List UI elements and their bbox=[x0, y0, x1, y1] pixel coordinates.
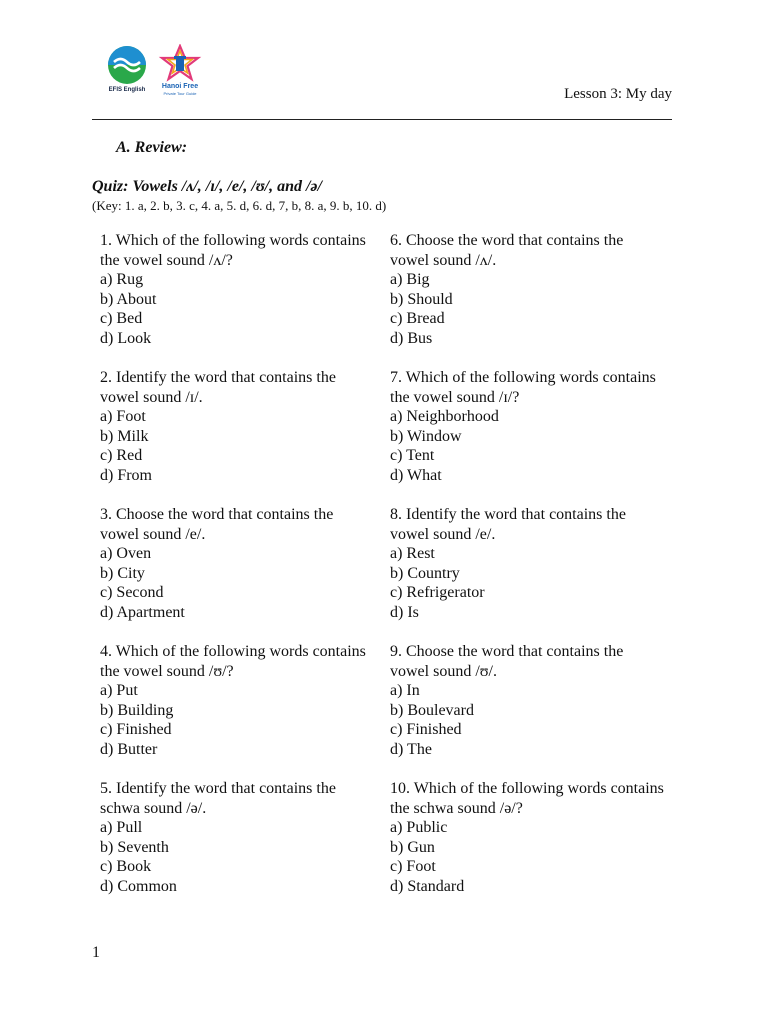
option-c: c) Foot bbox=[390, 858, 436, 876]
option-b: b) City bbox=[100, 564, 145, 582]
option-c: c) Refrigerator bbox=[390, 584, 485, 602]
question-text: 3. Choose the word that contains the vowel sound /e/. bbox=[100, 506, 334, 543]
question-text: 6. Choose the word that contains the vowel sound /ʌ/. bbox=[390, 232, 624, 269]
lesson-title: Lesson 3: My day bbox=[564, 86, 672, 102]
option-b: b) Country bbox=[390, 564, 460, 582]
option-c: c) Red bbox=[100, 447, 143, 465]
option-b: b) Building bbox=[100, 701, 174, 719]
option-a: a) Rug bbox=[100, 271, 144, 289]
question-2 bbox=[100, 368, 376, 486]
option-c: c) Bed bbox=[100, 310, 143, 328]
header-logos bbox=[104, 44, 204, 100]
question-text: 5. Identify the word that contains the schwa sound /ə/. bbox=[100, 780, 336, 817]
page-number: 1 bbox=[92, 944, 100, 961]
question-10 bbox=[390, 779, 666, 897]
hanoi-logo-text: Hanoi Free bbox=[161, 83, 199, 90]
efis-logo-text: EFIS English bbox=[108, 87, 146, 93]
option-d: d) Bus bbox=[390, 329, 433, 347]
option-b: b) Boulevard bbox=[390, 701, 474, 719]
option-c: c) Second bbox=[100, 584, 164, 602]
option-d: d) Butter bbox=[100, 740, 158, 758]
question-4 bbox=[100, 642, 376, 760]
option-a: a) Neighborhood bbox=[390, 408, 499, 426]
question-text: 4. Which of the following words contains the vowel sound /ʊ/? bbox=[100, 643, 366, 680]
question-text: 8. Identify the word that contains the vowel sound /e/. bbox=[390, 506, 626, 543]
hanoi-logo-subtext: Private Tour Guide bbox=[163, 91, 197, 96]
option-d: d) Look bbox=[100, 329, 152, 347]
option-d: d) Is bbox=[390, 603, 419, 621]
option-d: d) Common bbox=[100, 877, 177, 895]
option-b: b) About bbox=[100, 290, 157, 308]
quiz-title: Quiz: Vowels /ʌ/, /ɪ/, /e/, /ʊ/, and /ə/ bbox=[92, 178, 322, 195]
option-a: a) Put bbox=[100, 682, 138, 700]
option-d: d) The bbox=[390, 740, 432, 758]
question-text: 1. Which of the following words contains the vowel sound /ʌ/? bbox=[100, 232, 366, 269]
option-c: c) Finished bbox=[100, 721, 172, 739]
option-a: a) Foot bbox=[100, 408, 146, 426]
question-7 bbox=[390, 368, 666, 486]
option-a: a) In bbox=[390, 682, 420, 700]
option-a: a) Rest bbox=[390, 545, 435, 563]
option-d: d) Apartment bbox=[100, 603, 185, 621]
question-8 bbox=[390, 505, 666, 623]
option-d: d) Standard bbox=[390, 877, 465, 895]
option-c: c) Book bbox=[100, 858, 152, 876]
option-b: b) Gun bbox=[390, 838, 435, 856]
option-a: a) Pull bbox=[100, 819, 143, 837]
option-b: b) Should bbox=[390, 290, 453, 308]
answer-key: (Key: 1. a, 2. b, 3. c, 4. a, 5. d, 6. d, 7, b, 8. a, 9. b, 10. d) bbox=[92, 198, 387, 213]
option-a: a) Oven bbox=[100, 545, 152, 563]
question-6 bbox=[390, 231, 666, 349]
question-text: 2. Identify the word that contains the vowel sound /ɪ/. bbox=[100, 369, 336, 406]
option-a: a) Big bbox=[390, 271, 430, 289]
option-b: b) Window bbox=[390, 427, 462, 445]
option-c: c) Finished bbox=[390, 721, 462, 739]
option-c: c) Bread bbox=[390, 310, 445, 328]
option-a: a) Public bbox=[390, 819, 448, 837]
option-d: d) What bbox=[390, 466, 442, 484]
option-d: d) From bbox=[100, 466, 152, 484]
option-b: b) Milk bbox=[100, 427, 149, 445]
question-text: 10. Which of the following words contains the schwa sound /ə/? bbox=[390, 780, 664, 817]
question-1 bbox=[100, 231, 376, 349]
section-title: A. Review: bbox=[116, 139, 188, 156]
question-text: 7. Which of the following words contains the vowel sound /ɪ/? bbox=[390, 369, 656, 406]
question-text: 9. Choose the word that contains the vowel sound /ʊ/. bbox=[390, 643, 624, 680]
option-b: b) Seventh bbox=[100, 838, 169, 856]
header-divider bbox=[92, 119, 672, 120]
question-5 bbox=[100, 779, 376, 897]
question-3 bbox=[100, 505, 376, 623]
option-c: c) Tent bbox=[390, 447, 435, 465]
question-9 bbox=[390, 642, 666, 760]
